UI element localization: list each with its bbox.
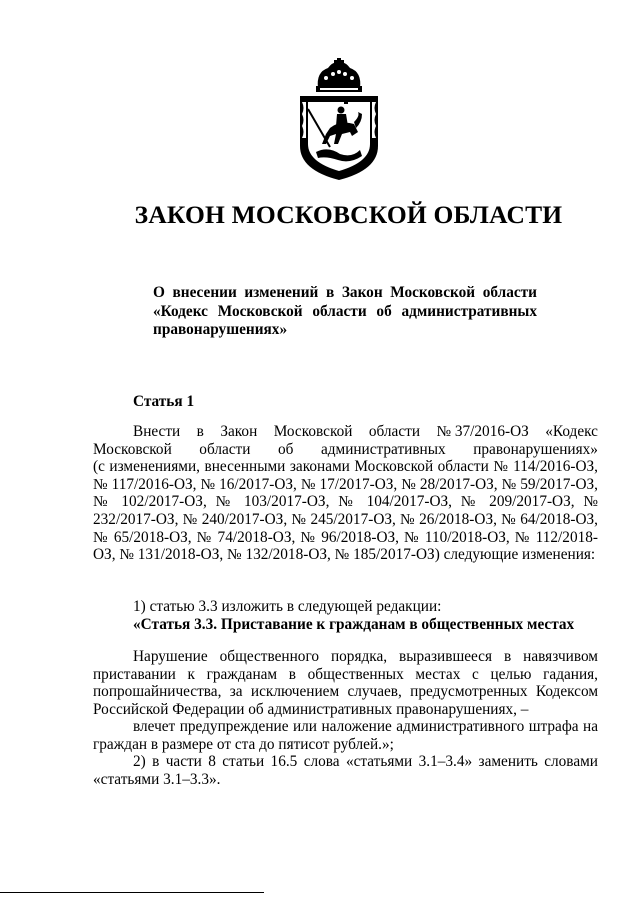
- intro-word: Московской: [273, 423, 353, 440]
- intro-word: области: [199, 440, 251, 458]
- intro-word: области: [368, 423, 421, 440]
- intro-line-1: [93, 423, 598, 441]
- document-title: ЗАКОН МОСКОВСКОЙ ОБЛАСТИ: [134, 200, 563, 229]
- violation-paragraph: Нарушение общественного порядка, выразившееся в навязчивом приставании к гражданам в общественных местах с целью гадания, попрошайничества, за исключением случаев, предусмотренных Кодексом Российской Федерации об административных правонарушениях, –: [93, 648, 598, 718]
- intro-word: № 37/2016-ОЗ: [436, 423, 529, 440]
- intro-word: в: [196, 423, 204, 440]
- article-3-3-title: «Статья 3.3. Приставание к гражданам в общественных местах: [133, 616, 575, 633]
- amendment-item-2: 2) в части 8 статьи 16.5 слова «статьями 3.1–3.4» заменить словами «статьями 3.1–3.3».: [93, 753, 598, 788]
- moscow-oblast-coat-of-arms-icon: [296, 58, 382, 182]
- intro-word: об: [277, 440, 294, 458]
- intro-rest-text: (с изменениями, внесенными законами Московской области № 114/2016-ОЗ, № 117/2016-ОЗ, № 16/2017-ОЗ, № 17/2017-ОЗ, № 28/2017-ОЗ, № 59/2017-ОЗ, № 102/2017-ОЗ, № 103/2017-ОЗ, № 104/2017-ОЗ, № 209/2017-ОЗ, № 232/2017-ОЗ, № 240/2017-ОЗ, № 245/2017-ОЗ, № 26/2018-ОЗ, № 64/2018-ОЗ, № 65/2018-ОЗ, № 74/2018-ОЗ, № 96/2018-ОЗ, № 110/2018-ОЗ, № 112/2018-ОЗ, № 131/2018-ОЗ, № 132/2018-ОЗ, № 185/2017-ОЗ) следующие изменения:: [93, 458, 598, 564]
- amendment-item-1: 1) статью 3.3 изложить в следующей редакции:: [133, 598, 442, 615]
- article-heading: Статья 1: [133, 393, 195, 410]
- intro-line-2: [93, 441, 598, 459]
- document-subtitle: О внесении изменений в Закон Московской области «Кодекс Московской области об административных правонарушениях»: [153, 284, 537, 338]
- intro-word: Закон: [220, 423, 258, 440]
- intro-word: Внести: [133, 423, 181, 440]
- article-intro-paragraph: [93, 423, 598, 564]
- penalty-paragraph: влечет предупреждение или наложение административного штрафа на граждан в размере от ста до пятисот рублей.»;: [93, 718, 598, 753]
- intro-word: административных: [320, 440, 446, 458]
- intro-word: Московской: [93, 440, 172, 458]
- intro-word: правонарушениях»: [473, 440, 598, 458]
- footer-divider: [0, 892, 264, 893]
- intro-word: «Кодекс: [545, 423, 598, 440]
